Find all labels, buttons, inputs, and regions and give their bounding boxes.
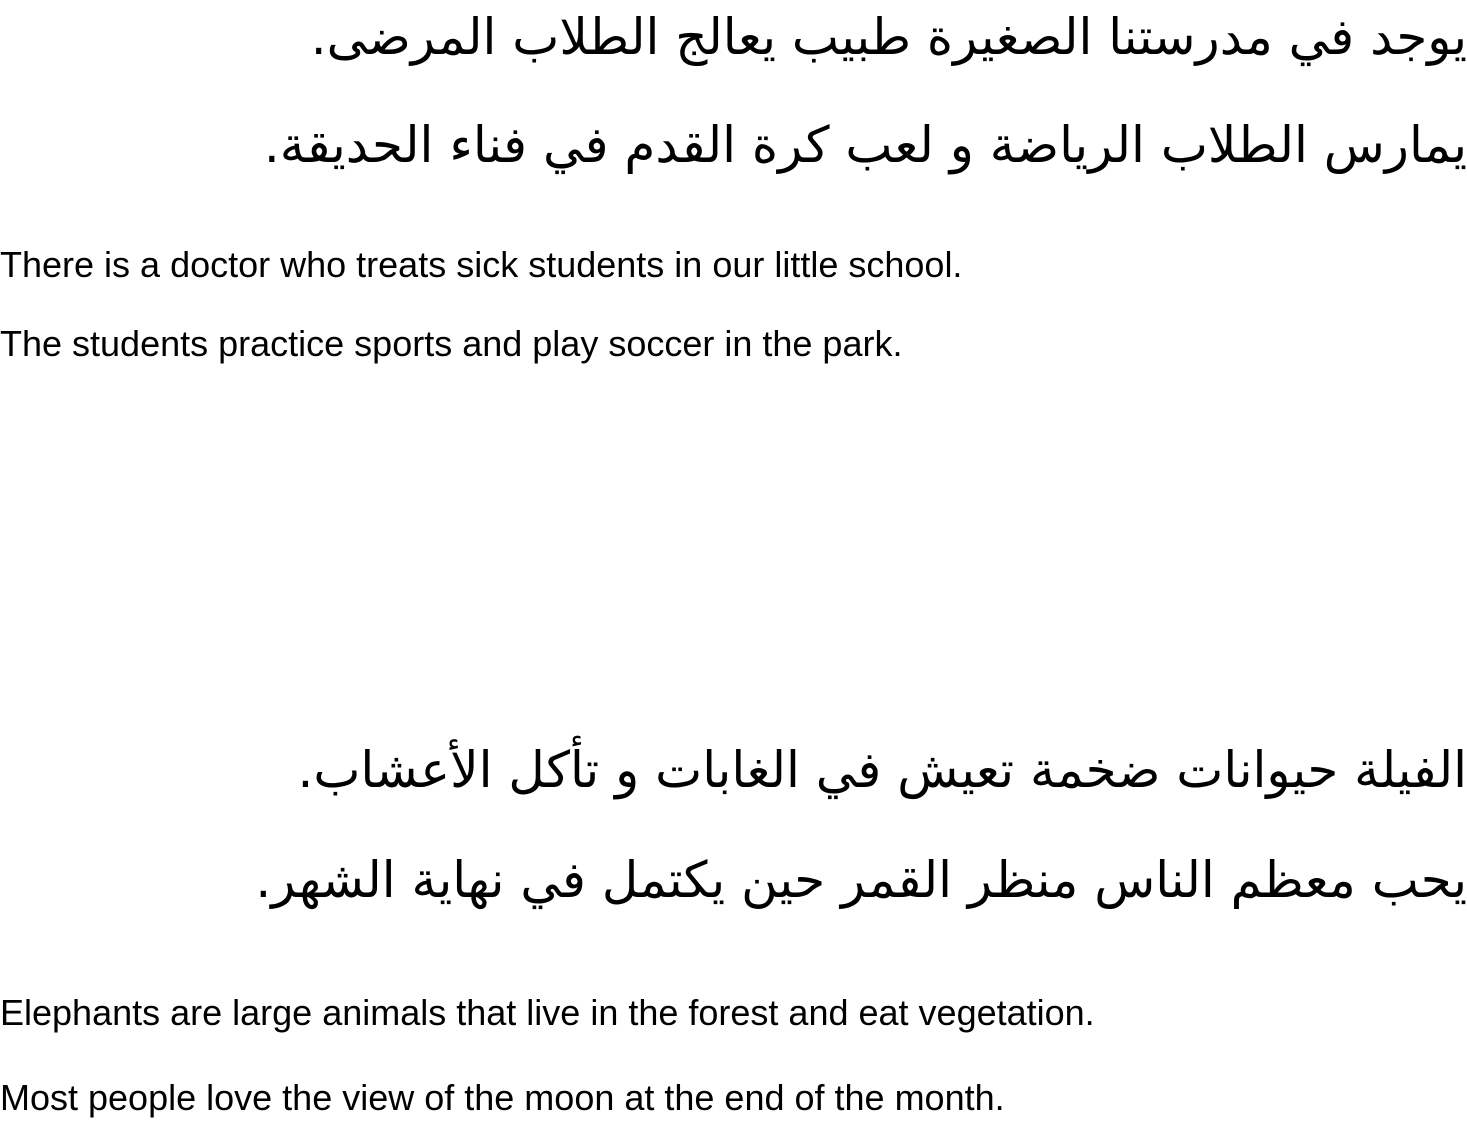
english-translation-2: The students practice sports and play soccer in the park. xyxy=(0,323,903,364)
arabic-sentence-3: الفيلة حيوانات ضخمة تعيش في الغابات و تأكل الأعشاب. xyxy=(297,741,1467,799)
arabic-sentence-4: يحب معظم الناس منظر القمر حين يكتمل في نهاية الشهر. xyxy=(255,851,1467,909)
english-translation-3: Elephants are large animals that live in the forest and eat vegetation. xyxy=(0,992,1095,1033)
arabic-sentence-2: يمارس الطلاب الرياضة و لعب كرة القدم في فناء الحديقة. xyxy=(263,116,1467,174)
english-translation-1: There is a doctor who treats sick students in our little school. xyxy=(0,244,963,285)
arabic-sentence-1: يوجد في مدرستنا الصغيرة طبيب يعالج الطلاب المرضى. xyxy=(310,8,1467,66)
english-translation-4: Most people love the view of the moon at the end of the month. xyxy=(0,1077,1005,1118)
